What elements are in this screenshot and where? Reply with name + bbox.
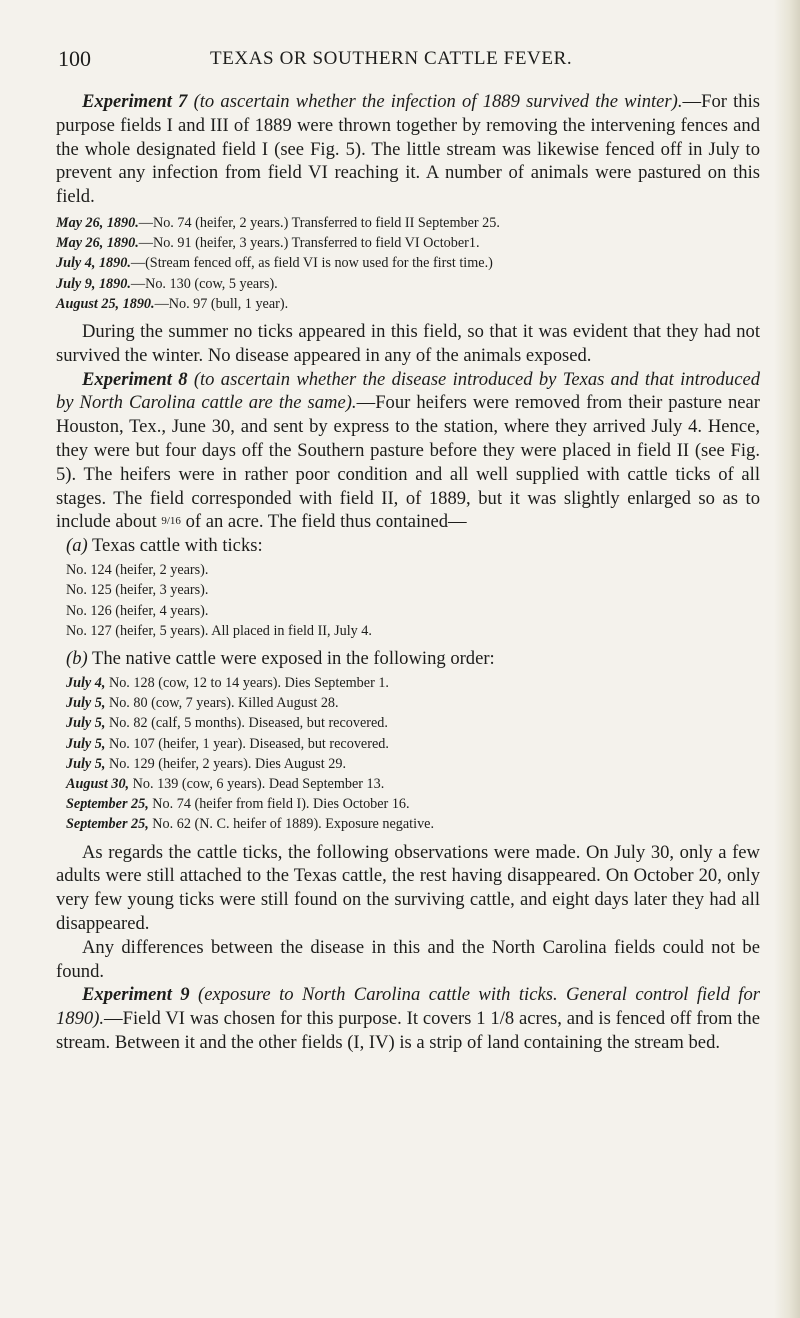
experiment-7-heading: Experiment 7 xyxy=(82,91,188,112)
record-date: July 5, xyxy=(66,715,106,732)
experiment-9-text: —Field VI was chosen for this purpose. It covers xyxy=(104,1008,472,1030)
part-b-marker: (b) xyxy=(66,647,88,669)
record-date: May 26, 1890. xyxy=(56,214,139,231)
record-text: —No. 91 (heifer, 3 years.) Transferred to field VI October1. xyxy=(138,235,480,252)
part-b-records xyxy=(56,673,760,835)
page-header xyxy=(58,46,758,78)
experiment-7-paragraph xyxy=(56,90,760,209)
record-text: No. 129 (heifer, 2 years). Dies August 29. xyxy=(108,755,346,772)
record-date: August 30, xyxy=(66,776,130,792)
record-date: July 4, xyxy=(66,674,106,691)
record-date: July 9, 1890. xyxy=(56,275,131,292)
record-text: No. 62 (N. C. heifer of 1889). Exposure negative. xyxy=(152,816,435,833)
record-text: No. 128 (cow, 12 to 14 years). Dies September 1. xyxy=(108,674,389,691)
part-a-marker: (a) xyxy=(66,535,88,557)
record-date: August 25, 1890. xyxy=(56,295,155,312)
page-body xyxy=(56,90,760,1055)
record-text: —(Stream fenced off, as field VI is now used for the first time.) xyxy=(130,255,493,272)
experiment-9-heading: Experiment 9 xyxy=(82,984,190,1006)
list-item: No. 125 (heifer, 3 years). xyxy=(66,582,209,599)
record-text: No. 82 (calf, 5 months). Diseased, but recovered. xyxy=(108,715,388,732)
list-item: No. 127 (heifer, 5 years). All placed in field II, July 4. xyxy=(66,622,372,639)
record-text: No. 74 (heifer from field I). Dies October 16. xyxy=(152,796,410,813)
experiment-7-subtitle: (to ascertain whether the infection of 1889 survived the winter). xyxy=(193,91,683,112)
record-row xyxy=(56,213,760,233)
experiment-9-paragraph xyxy=(56,983,760,1054)
page-number: 100 xyxy=(58,46,91,71)
record-date: May 26, 1890. xyxy=(56,235,139,252)
experiment-7-conclusion: During the summer no ticks appeared in this field, so that it was evident that they had not survived the winter. No disease appeared in any of the animals exposed. xyxy=(56,321,760,366)
record-row xyxy=(66,673,760,693)
part-a-label: Texas cattle with ticks: xyxy=(92,535,263,557)
record-date: July 5, xyxy=(66,735,106,752)
record-row xyxy=(66,774,760,794)
record-row xyxy=(66,693,760,713)
part-b-label: The native cattle were exposed in the following order: xyxy=(92,647,495,669)
running-title: TEXAS OR SOUTHERN CATTLE FEVER. xyxy=(210,48,573,69)
list-item: No. 126 (heifer, 4 years). xyxy=(66,602,209,619)
record-row xyxy=(66,713,760,733)
record-text: —No. 130 (cow, 5 years). xyxy=(130,275,278,292)
experiment-8-heading: Experiment 8 xyxy=(82,368,188,390)
record-row xyxy=(56,253,760,273)
fraction-nine-sixteenths: 9/16 xyxy=(161,515,181,528)
record-text: No. 80 (cow, 7 years). Killed August 28. xyxy=(108,695,339,712)
experiment-8-text: —Four heifers were removed from their pasture near Houston, Tex., June 30, and sent by express to the station, where they arrived July 4. Hence, they were but four days off the Southern pasture before they were placed in field II (see Fig. 5). The heifers were in rather poor condition and all well supplied with cattle ticks of all stages. The field corresponded with field II, of 1889, but it was slightly enlarged so as to include about xyxy=(56,392,760,533)
record-text: No. 139 (cow, 6 years). Dead September 13. xyxy=(132,776,385,792)
differences-paragraph: Any differences between the disease in this and the North Carolina fields could not be found. xyxy=(56,936,760,982)
record-text: —No. 74 (heifer, 2 years.) Transferred to field II September 25. xyxy=(138,214,500,231)
record-row xyxy=(56,233,760,253)
record-date: July 5, xyxy=(66,755,106,772)
experiment-9-text-end: acres, and is fenced off from the stream. Between it and the other fields (I, IV) is a strip of land containing the stream bed. xyxy=(56,1008,760,1053)
record-row xyxy=(56,274,760,294)
fraction-one-and-one-eighth: 1 1/8 xyxy=(476,1008,515,1030)
record-date: September 25, xyxy=(66,816,149,833)
part-a-heading xyxy=(56,534,760,558)
record-row xyxy=(66,734,760,754)
record-date: September 25, xyxy=(66,796,149,813)
record-row xyxy=(66,814,760,834)
experiment-9-subtitle: (exposure to North Carolina cattle with ticks. General control field for 1890). xyxy=(56,984,761,1030)
experiment-8-text-end: of an acre. The field thus contained— xyxy=(185,511,467,533)
part-a-records xyxy=(56,560,760,641)
list-item: No. 124 (heifer, 2 years). xyxy=(66,562,209,579)
experiment-7-text: —For this purpose fields I and III of 1889 were thrown together by removing the intervening fences and the whole designated field I (see Fig. 5). The little stream was likewise fenced off in July to prevent any infection from field VI reaching it. A number of animals were pastured on this field. xyxy=(56,91,760,208)
experiment-8-paragraph xyxy=(56,368,760,535)
experiment-8-subtitle: (to ascertain whether the disease introduced by Texas and that introduced by North Carolina cattle are the same). xyxy=(56,368,761,414)
record-text: —No. 97 (bull, 1 year). xyxy=(154,295,289,312)
ticks-observations-paragraph: As regards the cattle ticks, the following observations were made. On July 30, only a few adults were still attached to the Texas cattle, the rest having disappeared. On October 20, only very few young ticks were still found on the surviving cattle, and eight days later they had all disappeared. xyxy=(56,841,760,934)
record-row xyxy=(56,294,760,314)
record-text: No. 107 (heifer, 1 year). Diseased, but recovered. xyxy=(108,735,389,752)
record-row xyxy=(66,794,760,814)
part-b-heading xyxy=(56,647,760,671)
record-date: July 5, xyxy=(66,695,106,712)
experiment-7-records xyxy=(56,213,760,314)
record-row xyxy=(66,754,760,774)
record-date: July 4, 1890. xyxy=(56,255,131,272)
page-edge-shadow xyxy=(774,0,800,1318)
